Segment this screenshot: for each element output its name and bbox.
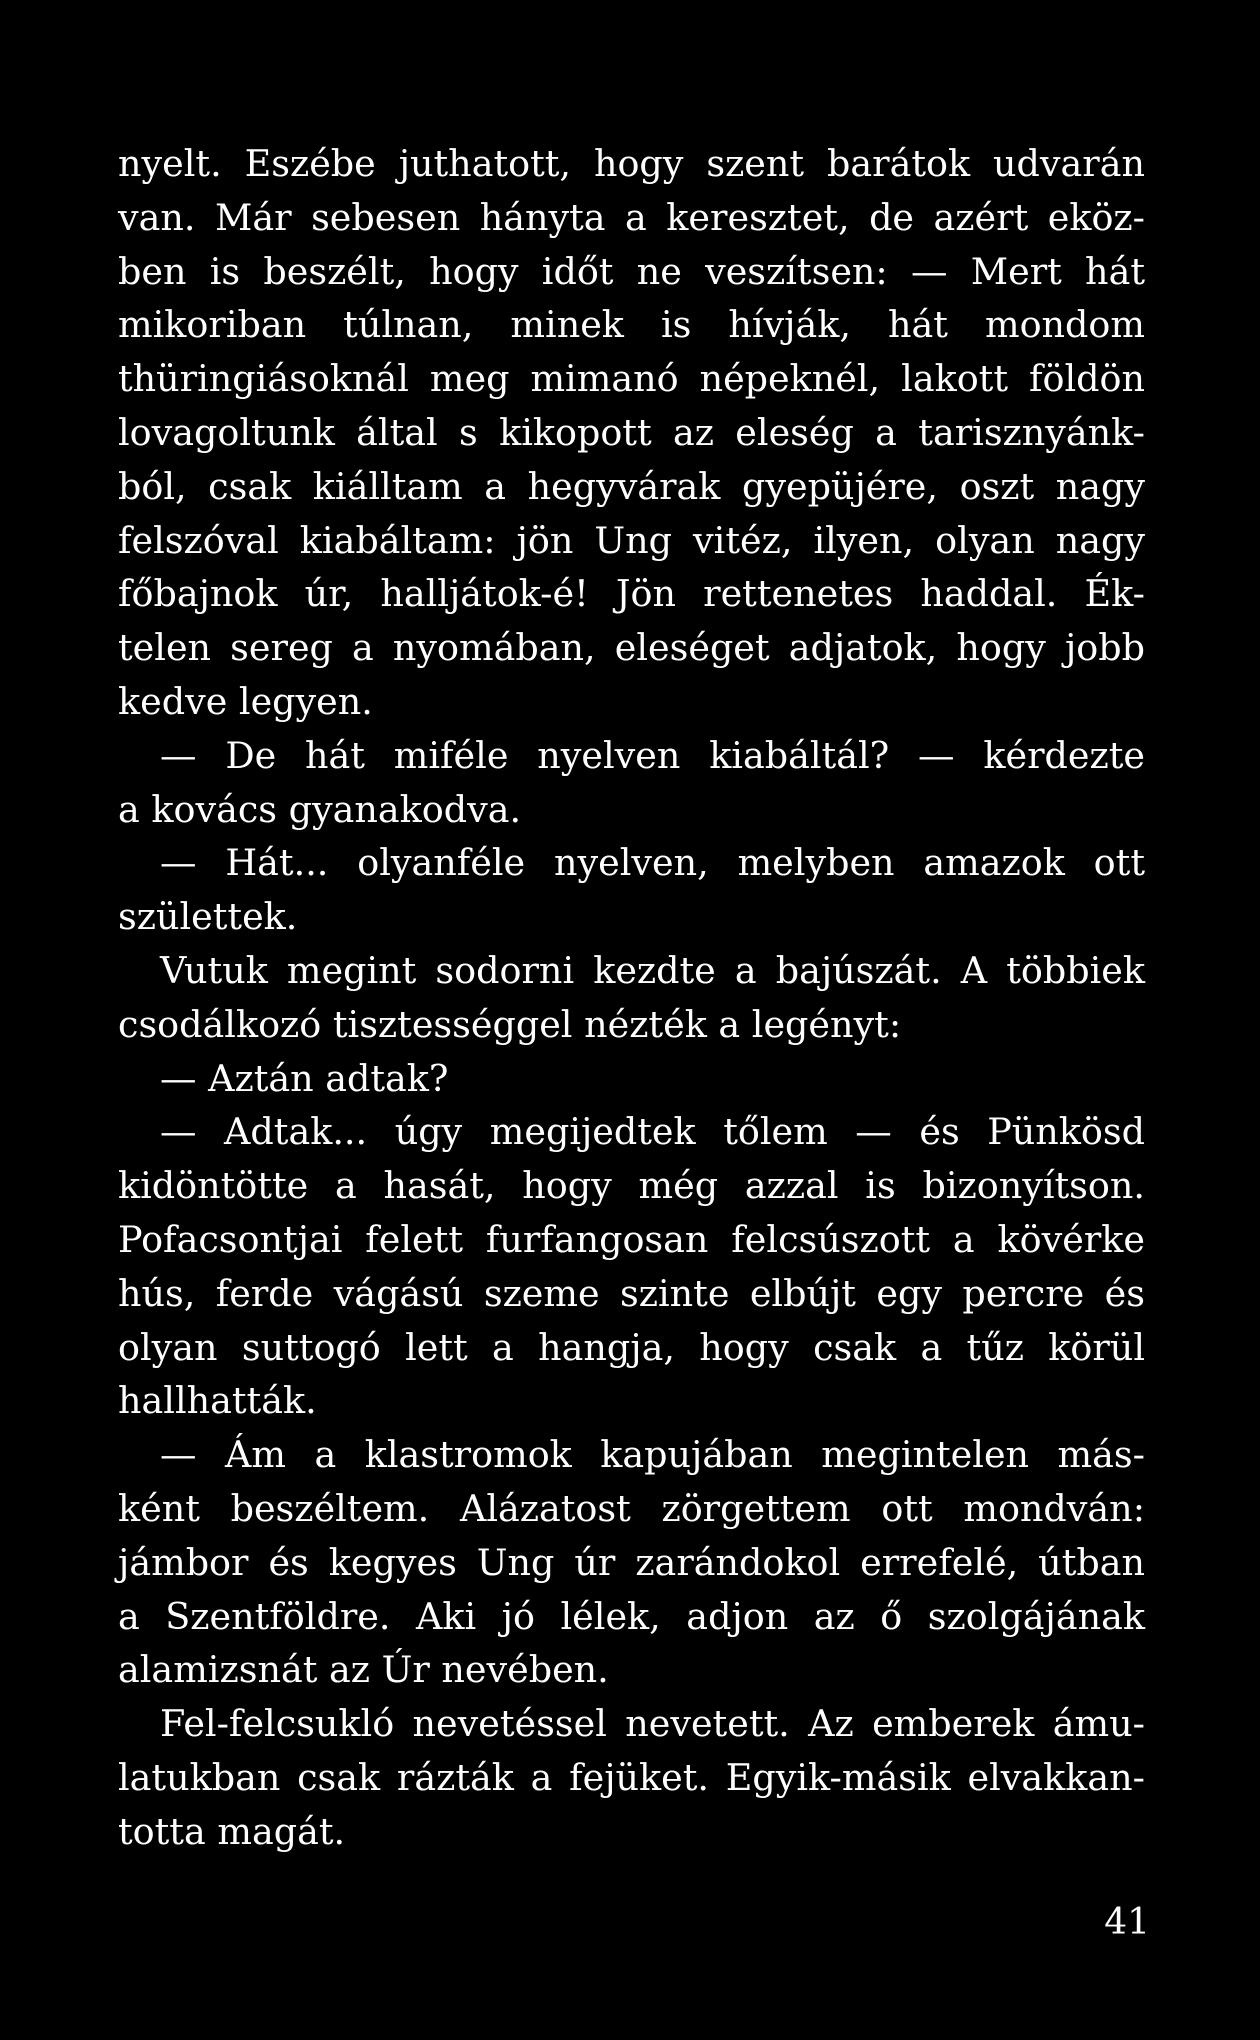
- text-line: — Adtak... úgy megijedtek tőlem — és Pünkösd: [160, 1110, 1145, 1154]
- text-line: — De hát miféle nyelven kiabáltál? — kérdezte: [160, 733, 1145, 777]
- text-line: a Szentföldre. Aki jó lélek, adjon az ő szolgájának: [118, 1594, 1145, 1638]
- text-line: nyelt. Eszébe juthatott, hogy szent barátok udvarán: [118, 142, 1145, 185]
- text-line: kedve legyen.: [118, 679, 373, 723]
- text-line: hallhatták.: [118, 1379, 317, 1423]
- text-line: születtek.: [118, 895, 298, 939]
- text-line: totta magát.: [118, 1809, 346, 1853]
- text-line: alamizsnát az Úr nevében.: [118, 1648, 609, 1692]
- text-line: mikoriban túlnan, minek is hívják, hát mondom: [118, 303, 1145, 347]
- text-line: latukban csak rázták a fejüket. Egyik-másik elvakkan-: [118, 1755, 1145, 1799]
- text-line: ból, csak kiálltam a hegyvárak gyepüjére, oszt nagy: [118, 464, 1145, 508]
- text-line: olyan suttogó lett a hangja, hogy csak a tűz körül: [118, 1325, 1145, 1369]
- text-line: Fel-felcsukló nevetéssel nevetett. Az emberek ámu-: [160, 1702, 1145, 1746]
- text-line: thüringiásoknál meg mimanó népeknél, lakott földön: [118, 357, 1145, 401]
- text-line: a kovács gyanakodva.: [118, 787, 522, 831]
- text-line: csodálkozó tisztességgel nézték a legényt:: [118, 1002, 902, 1046]
- text-line: kidöntötte a hasát, hogy még azzal is bizonyítson.: [118, 1164, 1145, 1208]
- text-line: főbajnok úr, halljátok-é! Jön rettenetes haddal. Ék-: [118, 572, 1145, 616]
- text-line: — Ám a klastromok kapujában megintelen más-: [160, 1433, 1145, 1477]
- text-line: — Aztán adtak?: [160, 1056, 449, 1100]
- text-line: ben is beszélt, hogy időt ne veszítsen: — Mert hát: [118, 249, 1145, 293]
- text-line: ként beszéltem. Alázatost zörgettem ott mondván:: [118, 1486, 1145, 1530]
- text-line: Pofacsontjai felett furfangosan felcsúszott a kövérke: [118, 1217, 1145, 1261]
- text-line: hús, ferde vágású szeme szinte elbújt egy percre és: [118, 1271, 1145, 1315]
- text-line: lovagoltunk által s kikopott az eleség a tarisznyánk-: [118, 410, 1145, 454]
- body-text: [118, 137, 1145, 1859]
- text-line: jámbor és kegyes Ung úr zarándokol errefelé, útban: [118, 1540, 1145, 1584]
- text-line: van. Már sebesen hányta a keresztet, de azért eköz-: [118, 195, 1145, 239]
- text-line: Vutuk megint sodorni kezdte a bajúszát. A többiek: [160, 948, 1145, 992]
- text-line: — Hát... olyanféle nyelven, melyben amazok ott: [160, 841, 1145, 885]
- text-line: telen sereg a nyomában, eleséget adjatok, hogy jobb: [118, 626, 1145, 670]
- page-number: 41: [1104, 1902, 1150, 1943]
- text-line: felszóval kiabáltam: jön Ung vitéz, ilyen, olyan nagy: [118, 518, 1145, 562]
